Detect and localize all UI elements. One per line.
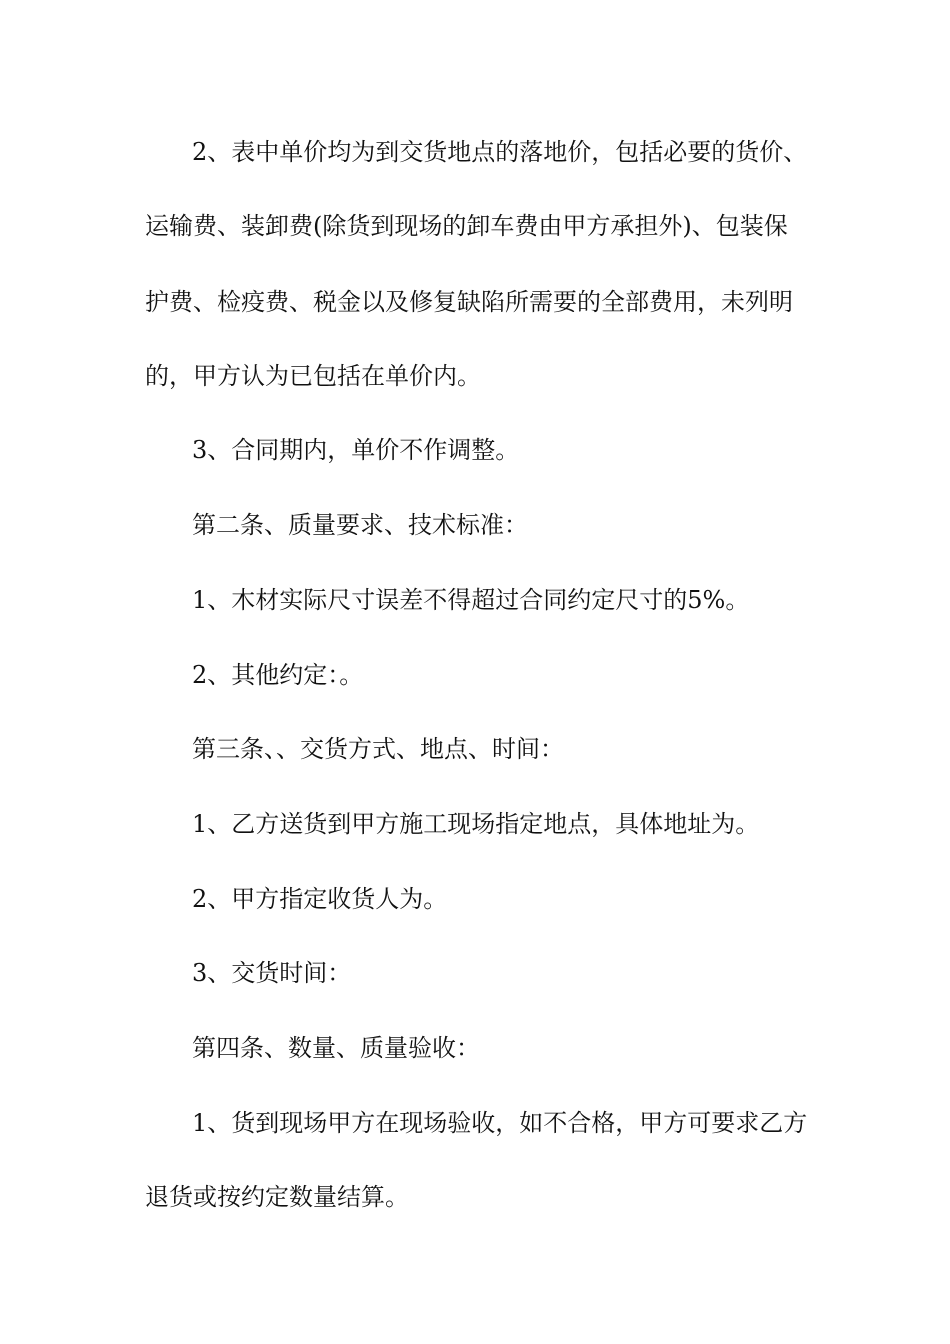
section-heading: 第二条、质量要求、技术标准： <box>192 511 528 539</box>
paragraph-line: 运输费、装卸费(除货到现场的卸车费由甲方承担外)、包装保 <box>145 212 788 240</box>
paragraph-line: 3、合同期内，单价不作调整。 <box>192 436 520 464</box>
paragraph-line: 护费、检疫费、税金以及修复缺陷所需要的全部费用，未列明 <box>145 288 793 316</box>
paragraph-line: 3、交货时间： <box>192 959 352 987</box>
paragraph-line: 1、木材实际尺寸误差不得超过合同约定尺寸的5%。 <box>192 586 750 614</box>
paragraph-line: 1、乙方送货到甲方施工现场指定地点，具体地址为。 <box>192 810 760 838</box>
paragraph-line: 的，甲方认为已包括在单价内。 <box>145 362 481 390</box>
section-heading: 第四条、数量、质量验收： <box>192 1034 480 1062</box>
section-heading: 第三条、、交货方式、地点、时间： <box>192 735 564 763</box>
paragraph-line: 1、货到现场甲方在现场验收，如不合格，甲方可要求乙方 <box>192 1109 808 1137</box>
paragraph-line: 2、其他约定：。 <box>192 661 364 689</box>
paragraph-line: 2、表中单价均为到交货地点的落地价，包括必要的货价、 <box>192 138 808 166</box>
paragraph-line: 退货或按约定数量结算。 <box>145 1183 409 1211</box>
paragraph-line: 2、甲方指定收货人为。 <box>192 885 448 913</box>
